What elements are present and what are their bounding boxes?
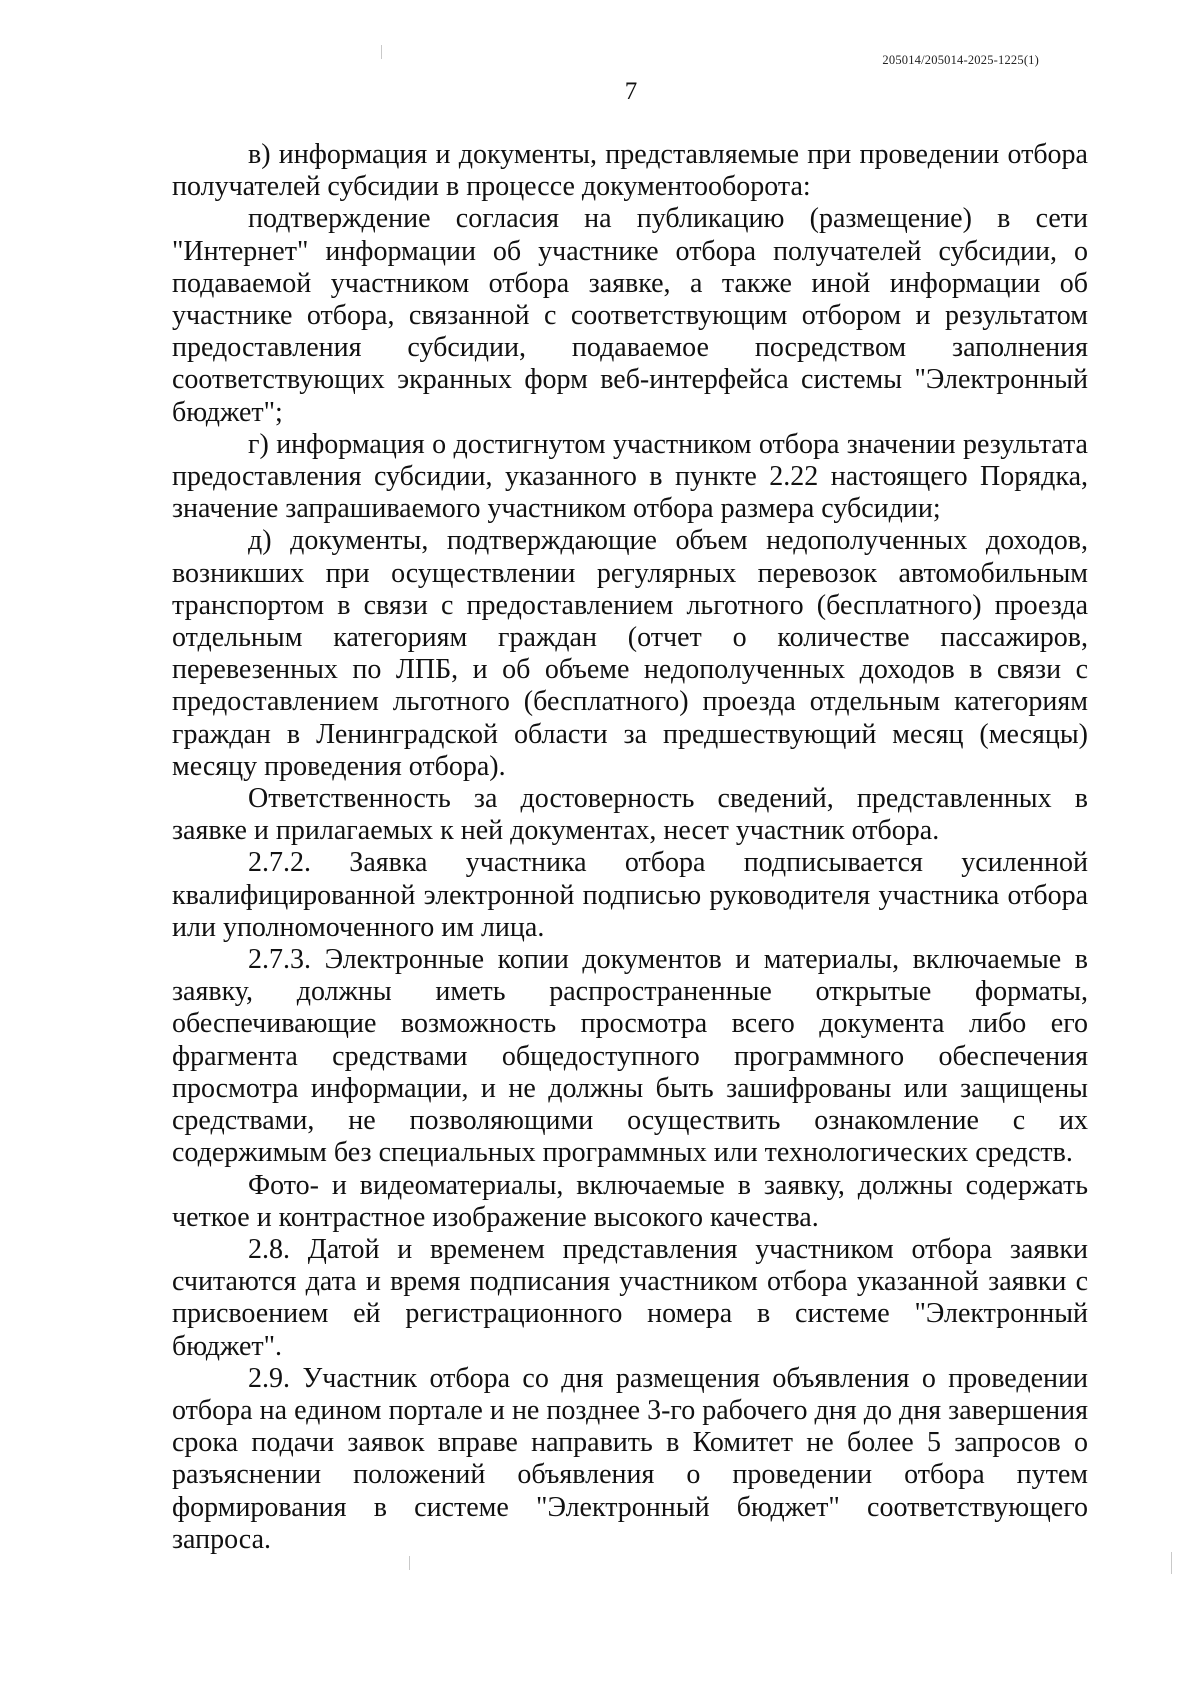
paragraph-2-9: 2.9. Участник отбора со дня размещения объявления о проведении отбора на едином портале и не позднее 3-го рабочего дня до дня завершения срока подачи заявок вправе направить в Комитет не более 5 запросов о разъяснении положений объявления о проведении отбора путем формирования в системе "Электронный бюджет" соответствующего запроса. <box>172 1362 1088 1555</box>
document-body <box>172 139 1088 1556</box>
page-number: 7 <box>624 78 638 105</box>
paragraph-2-8: 2.8. Датой и временем представления участником отбора заявки считаются дата и время подписания участником отбора указанной заявки с присвоением ей регистрационного номера в системе "Электронный бюджет". <box>172 1233 1088 1362</box>
paragraph-item-v: в) информация и документы, представляемые при проведении отбора получателей субсидии в процессе документооборота: <box>172 139 1088 203</box>
paragraph-item-d: д) документы, подтверждающие объем недополученных доходов, возникших при осуществлении регулярных перевозок автомобильным транспортом в связи с предоставлением льготного (бесплатного) проезда отдельным категориям граждан (отчет о количестве пассажиров, перевезенных по ЛПБ, и об объеме недополученных доходов в связи с предоставлением льготного (бесплатного) проезда отдельным категориям граждан в Ленинградской области за предшествующий месяц (месяцы) месяцу проведения отбора). <box>172 525 1088 782</box>
document-id: 205014/205014-2025-1225(1) <box>882 53 1039 67</box>
paragraph-item-g: г) информация о достигнутом участником отбора значении результата предоставления субсидии, указанного в пункте 2.22 настоящего Порядка, значение запрашиваемого участником отбора размера субсидии; <box>172 428 1088 525</box>
paragraph-2-7-2: 2.7.2. Заявка участника отбора подписывается усиленной квалифицированной электронной подписью руководителя участника отбора или уполномоченного им лица. <box>172 847 1088 943</box>
paragraph-2-7-3: 2.7.3. Электронные копии документов и материалы, включаемые в заявку, должны иметь распространенные открытые форматы, обеспечивающие возможность просмотра всего документа либо его фрагмента средствами общедоступного программного обеспечения просмотра информации, и не должны быть зашифрованы или защищены средствами, не позволяющими осуществить ознакомление с их содержимым без специальных программных или технологических средств. <box>172 944 1088 1169</box>
scan-mark <box>381 45 382 59</box>
scan-mark <box>1171 1552 1172 1574</box>
scan-mark <box>409 1556 410 1570</box>
paragraph-responsibility: Ответственность за достоверность сведений, представленных в заявке и прилагаемых к ней документах, несет участник отбора. <box>172 783 1088 847</box>
paragraph-photo-video: Фото- и видеоматериалы, включаемые в заявку, должны содержать четкое и контрастное изображение высокого качества. <box>172 1169 1088 1233</box>
paragraph-consent-publication: подтверждение согласия на публикацию (размещение) в сети "Интернет" информации об участнике отбора получателей субсидии, о подаваемой участником отбора заявке, а также иной информации об участнике отбора, связанной с соответствующим отбором и результатом предоставления субсидии, подаваемое посредством заполнения соответствующих экранных форм веб-интерфейса системы "Электронный бюджет"; <box>172 203 1088 428</box>
